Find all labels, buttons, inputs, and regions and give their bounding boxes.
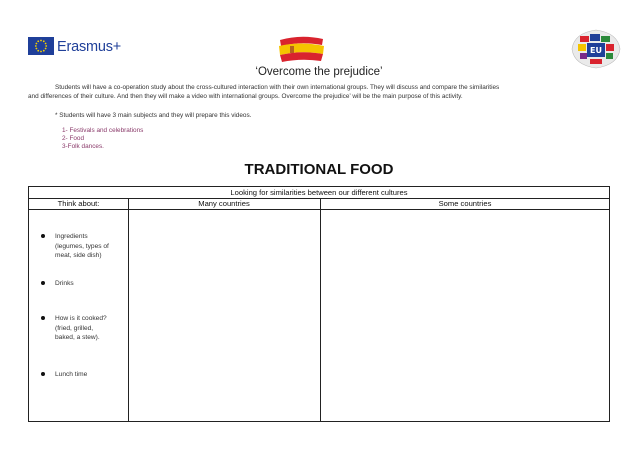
table-divider [320, 198, 321, 421]
svg-text:EU: EU [590, 46, 602, 55]
subject-item: 3-Folk dances. [62, 143, 104, 150]
table-divider [128, 198, 129, 421]
intro-line-2: and differences of their culture. And then they will make a video with international groups. Overcome the prejudice’ will be the main purpose of this activity. [28, 93, 463, 100]
subject-item: 1- Festivals and celebrations [62, 127, 144, 134]
bullet-icon [41, 372, 45, 376]
page-title: ‘Overcome the prejudice’ [255, 66, 383, 78]
spain-flag-icon [276, 34, 326, 66]
list-item-line: Drinks [55, 280, 74, 287]
section-heading: TRADITIONAL FOOD [244, 161, 394, 178]
bullet-icon [41, 234, 45, 238]
table-divider [29, 209, 609, 210]
list-item-line: (fried, grilled, [55, 324, 94, 332]
column-header-many-countries: Many countries [198, 199, 250, 208]
project-logo-icon [568, 25, 624, 71]
comparison-table [28, 186, 610, 422]
erasmus-logo-text: Erasmus+ [57, 39, 122, 55]
list-item-line: meat, side dish) [55, 252, 102, 259]
subject-item: 2- Food [62, 135, 85, 142]
list-item-line: How is it cooked? [55, 315, 107, 322]
column-header-some-countries: Some countries [438, 199, 492, 208]
list-item-line: Lunch time [55, 371, 88, 378]
list-item-line: Ingredients [55, 233, 88, 240]
list-item-line: baked, a stew). [55, 334, 100, 341]
intro-line-1: Students will have a co-operation study about the cross-cultured interaction with their own international groups. They will discuss and compare the similarities [55, 84, 500, 91]
table-banner: Looking for similarities between our different cultures [230, 188, 408, 197]
column-header-think-about: Think about: [57, 199, 100, 208]
think-about-list [41, 232, 127, 412]
intro-line-3: * Students will have 3 main subjects and they will prepare this videos. [55, 112, 252, 119]
bullet-icon [41, 281, 45, 285]
list-item-line: (legumes, types of [55, 242, 109, 250]
eu-flag-icon [28, 37, 54, 55]
bullet-icon [41, 316, 45, 320]
